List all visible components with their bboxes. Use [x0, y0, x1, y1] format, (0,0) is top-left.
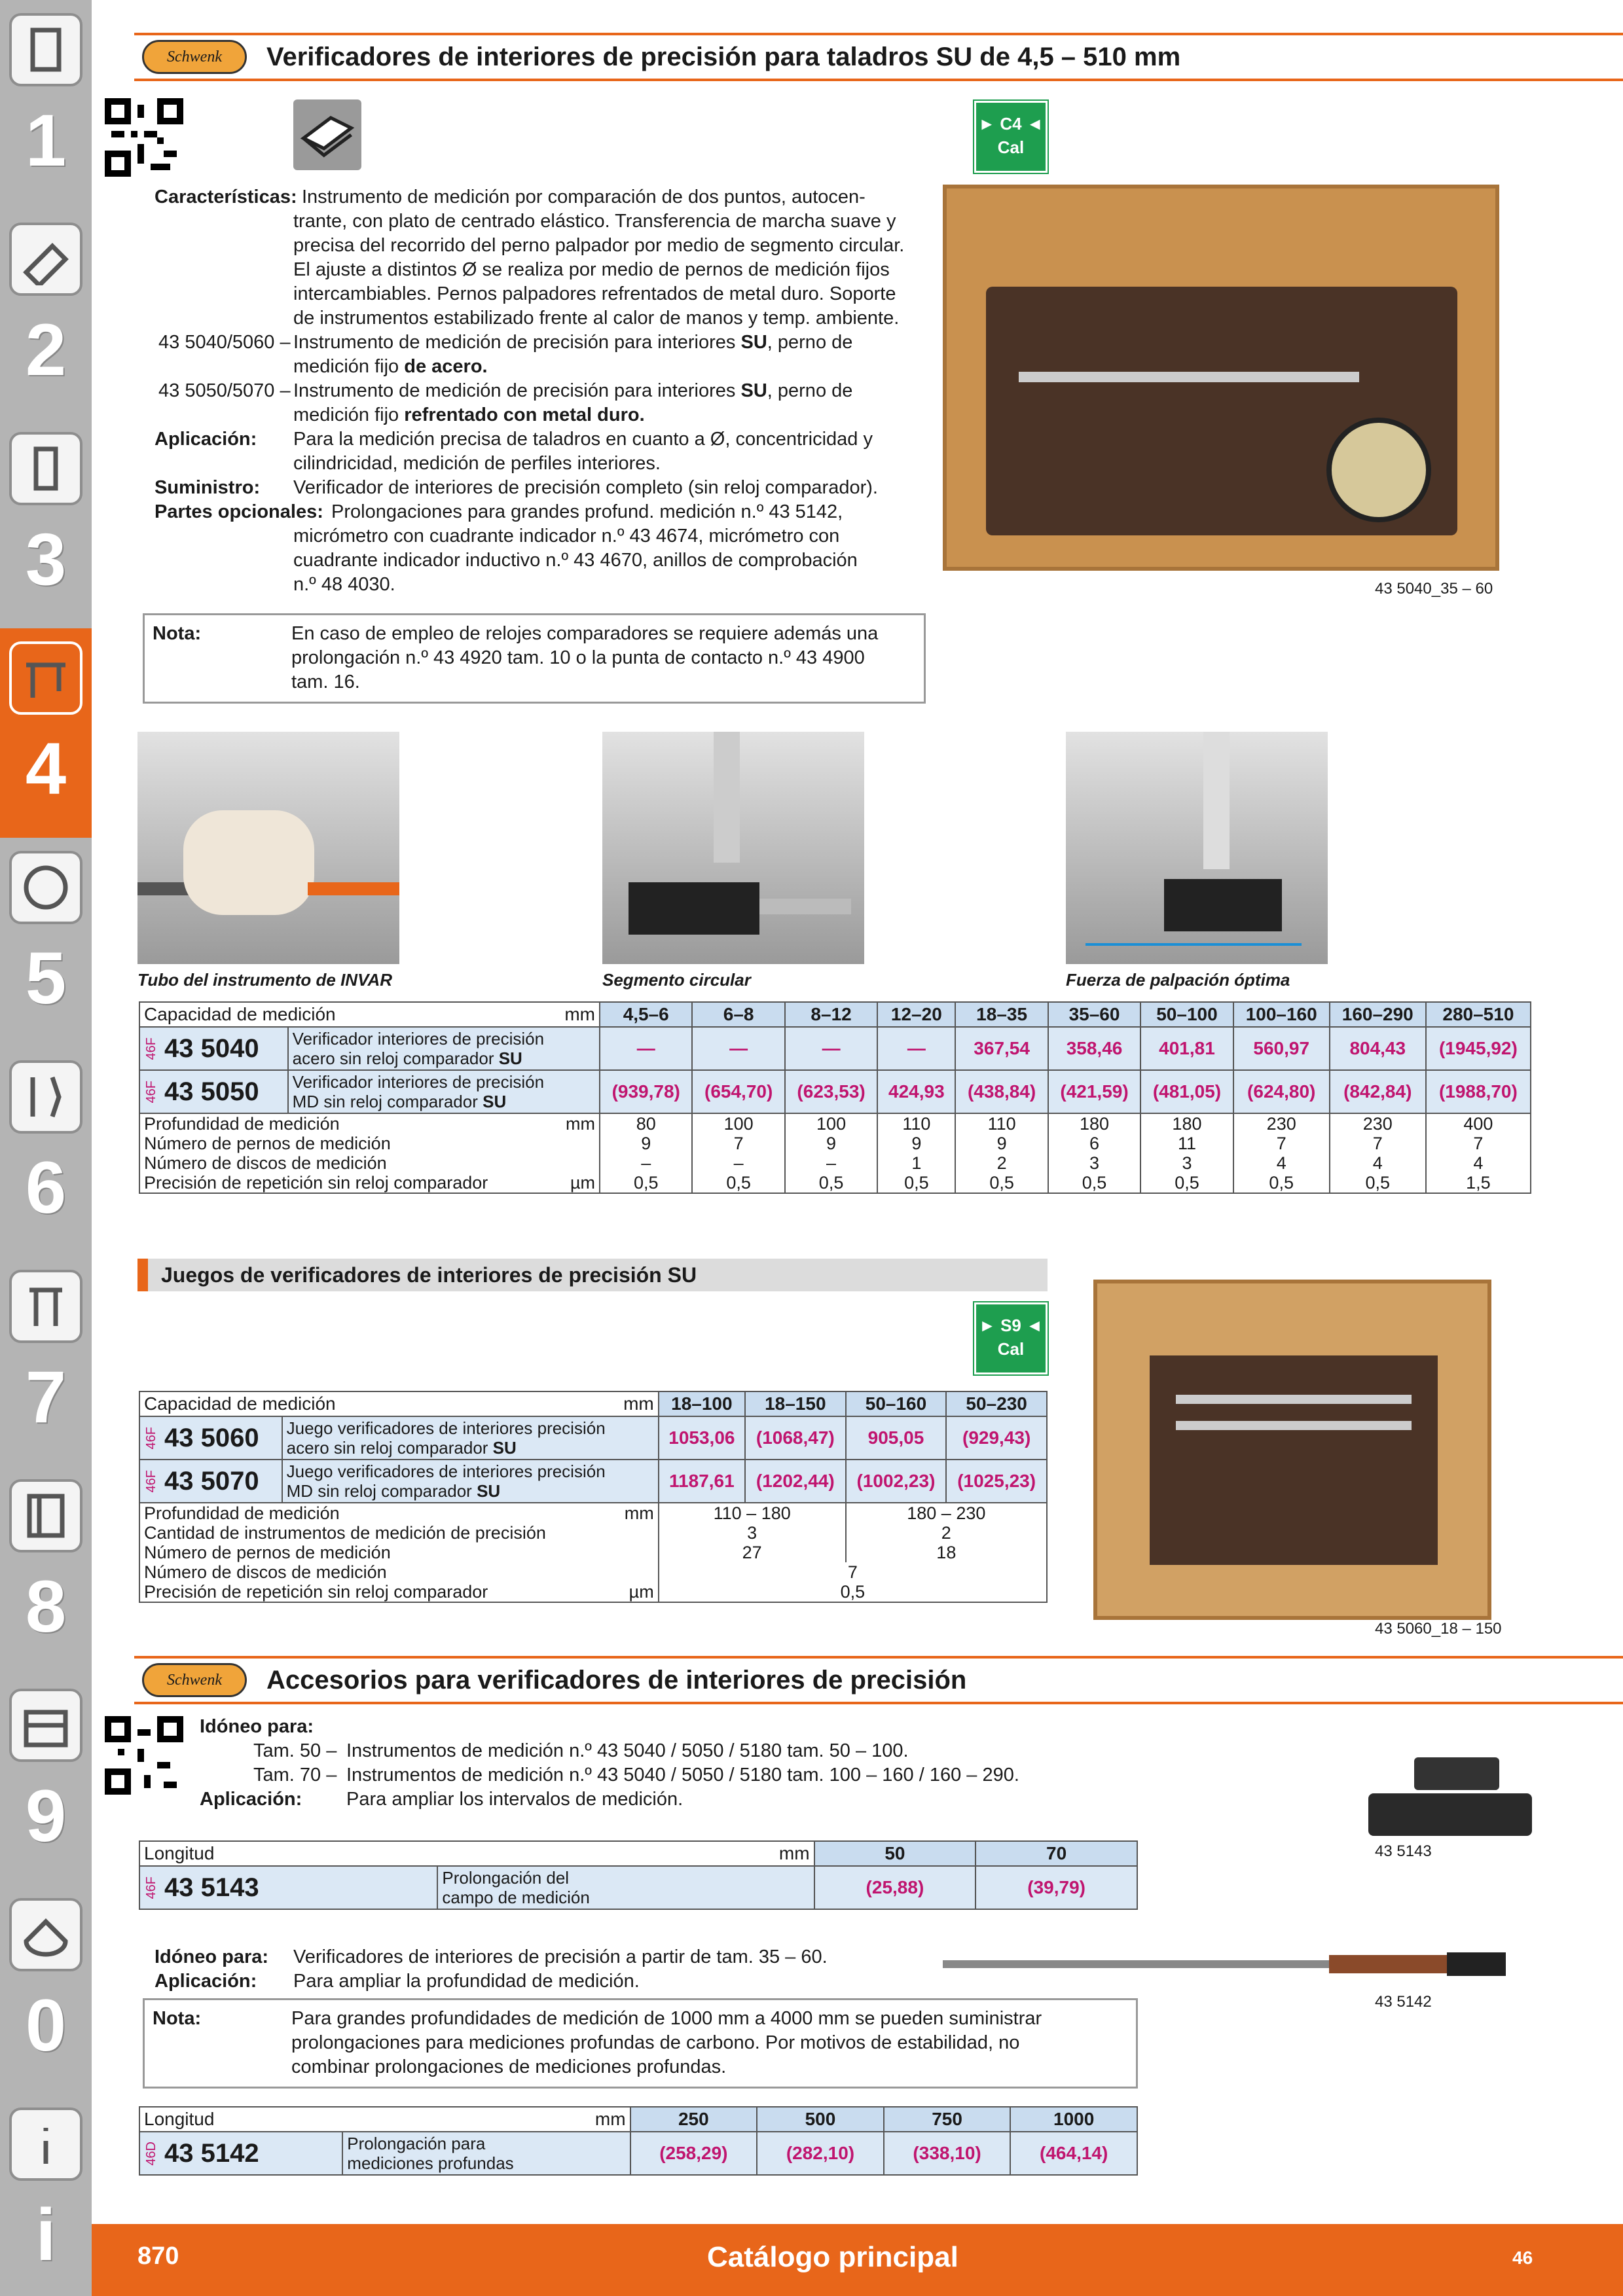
price-group-tag: 46F — [144, 1037, 158, 1060]
catalog-title: Catálogo principal — [707, 2241, 958, 2273]
chapter-number: 5 — [25, 937, 67, 1019]
chapter-tab-7[interactable] — [0, 1257, 92, 1466]
description-line — [293, 1092, 595, 1111]
size-column-header: 12–20 — [877, 1002, 955, 1027]
invar-tube-photo — [137, 732, 399, 964]
description-text: MD sin reloj comparador — [292, 1092, 478, 1111]
article-row — [139, 2132, 1137, 2175]
spec-value: 0,5 — [1140, 1173, 1233, 1193]
description-bold: SU — [492, 1438, 517, 1458]
length-column-header: 750 — [884, 2107, 1011, 2132]
chapter-number: 0 — [25, 1984, 67, 2066]
price-cell: 804,43 — [1330, 1027, 1426, 1070]
chapter-icon — [9, 1270, 82, 1343]
qr-code-icon[interactable] — [105, 98, 183, 177]
spec-label-cell — [139, 1113, 600, 1134]
description-line: Juego verificadores de interiores precisión — [286, 1462, 606, 1481]
price-cell: (624,80) — [1233, 1070, 1330, 1113]
price-cell: (1202,44) — [745, 1460, 846, 1503]
description-line: Prolongación para — [347, 2134, 486, 2153]
article-description — [288, 1027, 600, 1070]
description-line — [442, 1888, 809, 1907]
chapter-icon — [9, 1898, 82, 1971]
price-cell: (1025,23) — [946, 1460, 1047, 1503]
spec-label: Profundidad de medición — [144, 1114, 340, 1134]
section-header — [134, 33, 1623, 81]
spec-row — [139, 1543, 1047, 1562]
chapter-icon — [9, 851, 82, 924]
spec-value: 0,5 — [955, 1173, 1048, 1193]
description-line: Juego verificadores de interiores precisión — [286, 1418, 606, 1438]
spec-row — [139, 1562, 1047, 1582]
subsection-title: Juegos de verificadores de interiores de precisión SU — [137, 1259, 1048, 1291]
size-column-header: 6–8 — [692, 1002, 784, 1027]
size-column-header: 50–160 — [846, 1391, 947, 1416]
length-header — [139, 1841, 814, 1866]
spec-label-cell — [139, 1582, 659, 1602]
chapter-tab-4[interactable] — [0, 628, 92, 838]
spec-table-2 — [139, 1391, 1048, 1603]
spec-label-cell — [139, 1562, 659, 1582]
unit-label: mm — [566, 1114, 596, 1134]
spec-value: 3 — [1048, 1153, 1140, 1173]
spec-value: – — [692, 1153, 784, 1173]
table-header-row — [139, 1002, 1531, 1027]
size-column-header: 50–100 — [1140, 1002, 1233, 1027]
chapter-icon — [9, 641, 82, 715]
price-cell: (338,10) — [884, 2132, 1011, 2175]
spec-value: 230 — [1330, 1113, 1426, 1134]
length-column-header: 1000 — [1010, 2107, 1137, 2132]
spec-value: 9 — [785, 1134, 877, 1153]
spec-value: 400 — [1426, 1113, 1531, 1134]
article-number-cell — [139, 1027, 288, 1070]
photo-code: 43 5040_35 – 60 — [1375, 580, 1493, 598]
spec-value: 4 — [1426, 1153, 1531, 1173]
spec-value: 18 — [846, 1543, 1047, 1562]
price-cell: 367,54 — [955, 1027, 1048, 1070]
photo-code: 43 5060_18 – 150 — [1375, 1620, 1502, 1638]
description-line — [347, 2153, 625, 2173]
spec-label-cell — [139, 1153, 600, 1173]
description-line: Verificador interiores de precisión — [292, 1029, 545, 1049]
description-line — [287, 1438, 654, 1458]
price-group-tag: 46D — [144, 2141, 158, 2166]
article-number: 43 5070 — [164, 1466, 259, 1496]
set-case-photo — [1093, 1280, 1491, 1620]
spec-row — [139, 1582, 1047, 1602]
catalog-section-number: 46 — [1512, 2248, 1533, 2268]
note-box: Nota: En caso de empleo de relojes comparadores se requiere además una prolongación n.º 43 4920 tam. 10 o la punta de contacto n.º 43 4900 tam. 16. — [143, 613, 926, 704]
article-number: 43 5143 — [164, 1873, 259, 1902]
table-header-row — [139, 1841, 1137, 1866]
article-description — [282, 1460, 659, 1503]
chapter-icon — [9, 2108, 82, 2181]
page-footer — [92, 2224, 1623, 2296]
spec-value: 3 — [1140, 1153, 1233, 1173]
spec-value: 0,5 — [659, 1582, 1047, 1602]
spec-row — [139, 1503, 1047, 1523]
spec-label-cell — [139, 1134, 600, 1153]
unit-label: mm — [594, 2109, 626, 2129]
description-text: acero sin reloj comparador — [286, 1438, 488, 1458]
capacity-label: Capacidad de medición — [144, 1004, 336, 1024]
unit-label: mm — [623, 1393, 654, 1414]
price-cell: (438,84) — [955, 1070, 1048, 1113]
spec-value: – — [600, 1153, 692, 1173]
table-header-row — [139, 1391, 1047, 1416]
accessory-description: Idóneo para: Tam. 50 – Instrumentos de medición n.º 43 5040 / 5050 / 5180 tam. 50 – 100. Tam. 70 – Instrumentos de medición n.º 43 5040 / 5050 / 5180 tam. 100 – 160 / 160 – 290. Aplicación: Para ampliar los intervalos de medición. — [200, 1716, 1019, 1810]
price-cell: — — [692, 1027, 784, 1070]
spec-label-cell — [139, 1173, 600, 1193]
chapter-icon — [9, 1479, 82, 1552]
spec-value: 9 — [955, 1134, 1048, 1153]
spec-value: 0,5 — [785, 1173, 877, 1193]
price-cell: — — [600, 1027, 692, 1070]
spec-value: 100 — [692, 1113, 784, 1134]
spec-value: 180 – 230 — [846, 1503, 1047, 1523]
price-cell: (421,59) — [1048, 1070, 1140, 1113]
chapter-number: 7 — [25, 1356, 67, 1438]
spec-label: Cantidad de instrumentos de medición de precisión — [144, 1523, 546, 1543]
spec-value: 7 — [659, 1562, 1047, 1582]
spec-value: 9 — [877, 1134, 955, 1153]
article-row — [139, 1027, 1531, 1070]
chapter-tab-0[interactable] — [0, 1885, 92, 2094]
chapter-tab-9[interactable] — [0, 1676, 92, 1885]
description-bold: SU — [477, 1481, 501, 1501]
table-header-row — [139, 2107, 1137, 2132]
probing-force-photo — [1066, 732, 1328, 964]
price-group-tag: 46F — [144, 1080, 158, 1103]
length-label: Longitud — [144, 2109, 215, 2129]
spec-value: 0,5 — [600, 1173, 692, 1193]
chapter-icon — [9, 223, 82, 296]
chapter-number: 8 — [25, 1566, 67, 1647]
capacity-header — [139, 1002, 600, 1027]
article-number-cell — [139, 1460, 282, 1503]
price-cell: 358,46 — [1048, 1027, 1140, 1070]
spec-value: 7 — [1233, 1134, 1330, 1153]
size-column-header: 18–150 — [745, 1391, 846, 1416]
price-cell: 560,97 — [1233, 1027, 1330, 1070]
note-box: Nota: Para grandes profundidades de medición de 1000 mm a 4000 mm se pueden suministrar prolongaciones para mediciones profundas de carbono. Por motivos de estabilidad, no combinar prolongaciones de mediciones profundas. — [143, 1998, 1138, 2089]
article-row — [139, 1866, 1137, 1909]
chapter-tab-6[interactable] — [0, 1047, 92, 1257]
spec-value: 6 — [1048, 1134, 1140, 1153]
description-line: Verificador interiores de precisión — [292, 1072, 545, 1092]
size-column-header: 100–160 — [1233, 1002, 1330, 1027]
spec-table-4 — [139, 2106, 1138, 2176]
chapter-icon — [9, 432, 82, 505]
description-text: MD sin reloj comparador — [286, 1481, 472, 1501]
price-cell: (929,43) — [946, 1416, 1047, 1460]
article-description — [282, 1416, 659, 1460]
price-cell: 1187,61 — [659, 1460, 745, 1503]
price-cell: 401,81 — [1140, 1027, 1233, 1070]
product-description: Características: Instrumento de medición por comparación de dos puntos, autocen- trante, con plato de centrado elástico. Transferencia de marcha suave y precisa del recorrido del perno palpador por medio de segmento circular. El ajuste a distintos Ø se realiza por medio de pernos de medición fijos intercambiables. Pernos palpadores refrentados de metal duro. Soporte de instrumentos estabilizado frente al calor de manos y temp. ambiente. 43 5040/5060 – Instrumento de medición de precisión para interiores SU, perno de medición fijo de acero. 43 5050/5070 – Instrumento de medición de precisión para interiores SU, perno de medición fijo refrentado con metal duro. Aplicación: Para la medición precisa de taladros en cuanto a Ø, concentricidad y cilindricidad, medición de perfiles interiores. Suministro: Verificador de interiores de precisión completo (sin reloj comparador). Partes opcionales: Prolongaciones para grandes profund. medición n.º 43 5142, micrómetro con cuadrante indicador n.º 43 4674, micrómetro con cuadrante indicador inductivo n.º 43 4670, anillos de comprobación n.º 48 4030. — [155, 187, 905, 595]
chapter-tab-3[interactable] — [0, 419, 92, 628]
price-cell: (464,14) — [1010, 2132, 1137, 2175]
length-column-header: 50 — [814, 1841, 976, 1866]
extension-5142-photo — [943, 1947, 1532, 1980]
spec-table-1 — [139, 1001, 1531, 1194]
circular-segment-photo — [602, 732, 864, 964]
photo-code: 43 5142 — [1375, 1993, 1432, 2011]
description-bold: SU — [498, 1049, 522, 1068]
price-cell: (39,79) — [976, 1866, 1137, 1909]
price-cell: (1988,70) — [1426, 1070, 1531, 1113]
description-line — [293, 1049, 595, 1068]
price-cell: — — [785, 1027, 877, 1070]
spec-value: 9 — [600, 1134, 692, 1153]
spec-value: 110 — [955, 1113, 1048, 1134]
price-cell: (1945,92) — [1426, 1027, 1531, 1070]
spec-label: Número de pernos de medición — [144, 1543, 391, 1562]
chapter-number: 2 — [25, 309, 67, 391]
length-column-header: 70 — [976, 1841, 1137, 1866]
brand-logo: Schwenk — [142, 40, 247, 74]
description-line: Prolongación del — [442, 1868, 570, 1888]
photo-caption: Fuerza de palpación óptima — [1066, 970, 1290, 990]
price-cell: (25,88) — [814, 1866, 976, 1909]
article-row — [139, 1070, 1531, 1113]
description-text: campo de medición — [442, 1888, 590, 1907]
article-description — [288, 1070, 600, 1113]
chapter-tab-i[interactable] — [0, 2094, 92, 2296]
article-number-cell — [139, 1866, 437, 1909]
size-column-header: 8–12 — [785, 1002, 877, 1027]
section-title: Accesorios para verificadores de interiores de precisión — [266, 1665, 967, 1695]
spec-label-cell — [139, 1503, 659, 1523]
spec-label: Precisión de repetición sin reloj comparador — [144, 1582, 488, 1602]
unit-label: mm — [778, 1843, 810, 1863]
price-cell: (282,10) — [757, 2132, 884, 2175]
case-symbol-icon — [293, 99, 361, 170]
capacity-label: Capacidad de medición — [144, 1393, 336, 1414]
chapter-number: 4 — [25, 728, 67, 810]
chapter-tab-5[interactable] — [0, 838, 92, 1047]
spec-row — [139, 1153, 1531, 1173]
calibration-badge: ► S9 ◄ Cal — [974, 1302, 1048, 1374]
price-cell: 905,05 — [846, 1416, 947, 1460]
spec-value: 1 — [877, 1153, 955, 1173]
price-cell: (623,53) — [785, 1070, 877, 1113]
chapter-tab-1[interactable] — [0, 0, 92, 209]
spec-value: 0,5 — [692, 1173, 784, 1193]
price-cell: — — [877, 1027, 955, 1070]
spec-value: 80 — [600, 1113, 692, 1134]
spec-value: 0,5 — [1330, 1173, 1426, 1193]
unit-label: mm — [564, 1004, 596, 1024]
chapter-number: i — [35, 2194, 56, 2276]
spec-label-cell — [139, 1543, 659, 1562]
size-column-header: 50–230 — [946, 1391, 1047, 1416]
spec-row — [139, 1134, 1531, 1153]
length-label: Longitud — [144, 1843, 215, 1863]
size-column-header: 160–290 — [1330, 1002, 1426, 1027]
spec-value: 0,5 — [1233, 1173, 1330, 1193]
spec-label: Número de discos de medición — [144, 1562, 387, 1582]
article-number: 43 5060 — [164, 1423, 259, 1452]
description-text: mediciones profundas — [347, 2153, 514, 2173]
spec-value: 0,5 — [877, 1173, 955, 1193]
size-column-header: 18–35 — [955, 1002, 1048, 1027]
article-description — [342, 2132, 630, 2175]
product-case-photo — [943, 185, 1499, 571]
length-column-header: 500 — [757, 2107, 884, 2132]
spec-value: 7 — [692, 1134, 784, 1153]
photo-code: 43 5143 — [1375, 1842, 1432, 1860]
photo-caption: Tubo del instrumento de INVAR — [137, 970, 393, 990]
price-group-tag: 46F — [144, 1876, 158, 1899]
article-number: 43 5040 — [164, 1033, 259, 1063]
spec-value: 1,5 — [1426, 1173, 1531, 1193]
article-description — [437, 1866, 814, 1909]
article-row — [139, 1460, 1047, 1503]
brand-logo: Schwenk — [142, 1663, 247, 1697]
price-cell: 1053,06 — [659, 1416, 745, 1460]
spec-row — [139, 1523, 1047, 1543]
spec-label: Número de discos de medición — [144, 1153, 387, 1173]
price-cell: (1068,47) — [745, 1416, 846, 1460]
page-number: 870 — [137, 2242, 179, 2270]
description-line — [287, 1481, 654, 1501]
size-column-header: 35–60 — [1048, 1002, 1140, 1027]
spec-value: 7 — [1426, 1134, 1531, 1153]
spec-row — [139, 1113, 1531, 1134]
chapter-number: 6 — [25, 1147, 67, 1229]
price-group-tag: 46F — [144, 1426, 158, 1450]
unit-label: µm — [629, 1582, 654, 1602]
price-cell: (939,78) — [600, 1070, 692, 1113]
chapter-number: 1 — [25, 99, 67, 181]
spec-value: 4 — [1233, 1153, 1330, 1173]
size-column-header: 280–510 — [1426, 1002, 1531, 1027]
article-number: 43 5050 — [164, 1077, 259, 1106]
section-header — [134, 1656, 1623, 1704]
extension-5143-photo — [1362, 1757, 1539, 1836]
article-row — [139, 1416, 1047, 1460]
price-cell: 424,93 — [877, 1070, 955, 1113]
spec-value: 180 — [1140, 1113, 1233, 1134]
photo-caption: Segmento circular — [602, 970, 751, 990]
size-column-header: 4,5–6 — [600, 1002, 692, 1027]
chapter-icon — [9, 1689, 82, 1762]
spec-value: 100 — [785, 1113, 877, 1134]
length-header — [139, 2107, 630, 2132]
description-text: acero sin reloj comparador — [292, 1049, 494, 1068]
article-number-cell — [139, 1416, 282, 1460]
price-cell: (481,05) — [1140, 1070, 1233, 1113]
chapter-number: 9 — [25, 1775, 67, 1857]
price-cell: (1002,23) — [846, 1460, 947, 1503]
qr-code-icon[interactable] — [105, 1716, 183, 1795]
description-bold: SU — [483, 1092, 507, 1111]
section-title: Verificadores de interiores de precisión para taladros SU de 4,5 – 510 mm — [266, 42, 1181, 71]
spec-label: Número de pernos de medición — [144, 1134, 391, 1153]
spec-value: 110 – 180 — [659, 1503, 846, 1523]
unit-label: mm — [624, 1503, 654, 1523]
calibration-badge: ► C4 ◄ Cal — [974, 101, 1048, 173]
capacity-header — [139, 1391, 659, 1416]
price-cell: (258,29) — [630, 2132, 757, 2175]
spec-value: – — [785, 1153, 877, 1173]
spec-value: 110 — [877, 1113, 955, 1134]
unit-label: µm — [570, 1173, 596, 1193]
spec-label-cell — [139, 1523, 659, 1543]
spec-value: 2 — [846, 1523, 1047, 1543]
size-column-header: 18–100 — [659, 1391, 745, 1416]
spec-value: 27 — [659, 1543, 846, 1562]
spec-table-3 — [139, 1840, 1138, 1910]
spec-value: 0,5 — [1048, 1173, 1140, 1193]
price-cell: (654,70) — [692, 1070, 784, 1113]
chapter-sidebar — [0, 0, 92, 2296]
price-group-tag: 46F — [144, 1469, 158, 1493]
chapter-icon — [9, 13, 82, 86]
spec-label: Precisión de repetición sin reloj comparador — [144, 1173, 488, 1193]
chapter-tab-8[interactable] — [0, 1466, 92, 1676]
chapter-icon — [9, 1060, 82, 1134]
article-number: 43 5142 — [164, 2138, 259, 2168]
spec-row — [139, 1173, 1531, 1193]
spec-value: 4 — [1330, 1153, 1426, 1173]
spec-value: 11 — [1140, 1134, 1233, 1153]
spec-value: 2 — [955, 1153, 1048, 1173]
chapter-number: 3 — [25, 518, 67, 600]
spec-value: 7 — [1330, 1134, 1426, 1153]
spec-label: Profundidad de medición — [144, 1503, 340, 1523]
length-column-header: 250 — [630, 2107, 757, 2132]
accessory-description-2: Idóneo para: Verificadores de interiores de precisión a partir de tam. 35 – 60. Aplicación: Para ampliar la profundidad de medición. — [155, 1946, 828, 1992]
chapter-tab-2[interactable] — [0, 209, 92, 419]
spec-value: 3 — [659, 1523, 846, 1543]
article-number-cell — [139, 1070, 288, 1113]
spec-value: 230 — [1233, 1113, 1330, 1134]
price-cell: (842,84) — [1330, 1070, 1426, 1113]
article-number-cell — [139, 2132, 342, 2175]
spec-value: 180 — [1048, 1113, 1140, 1134]
